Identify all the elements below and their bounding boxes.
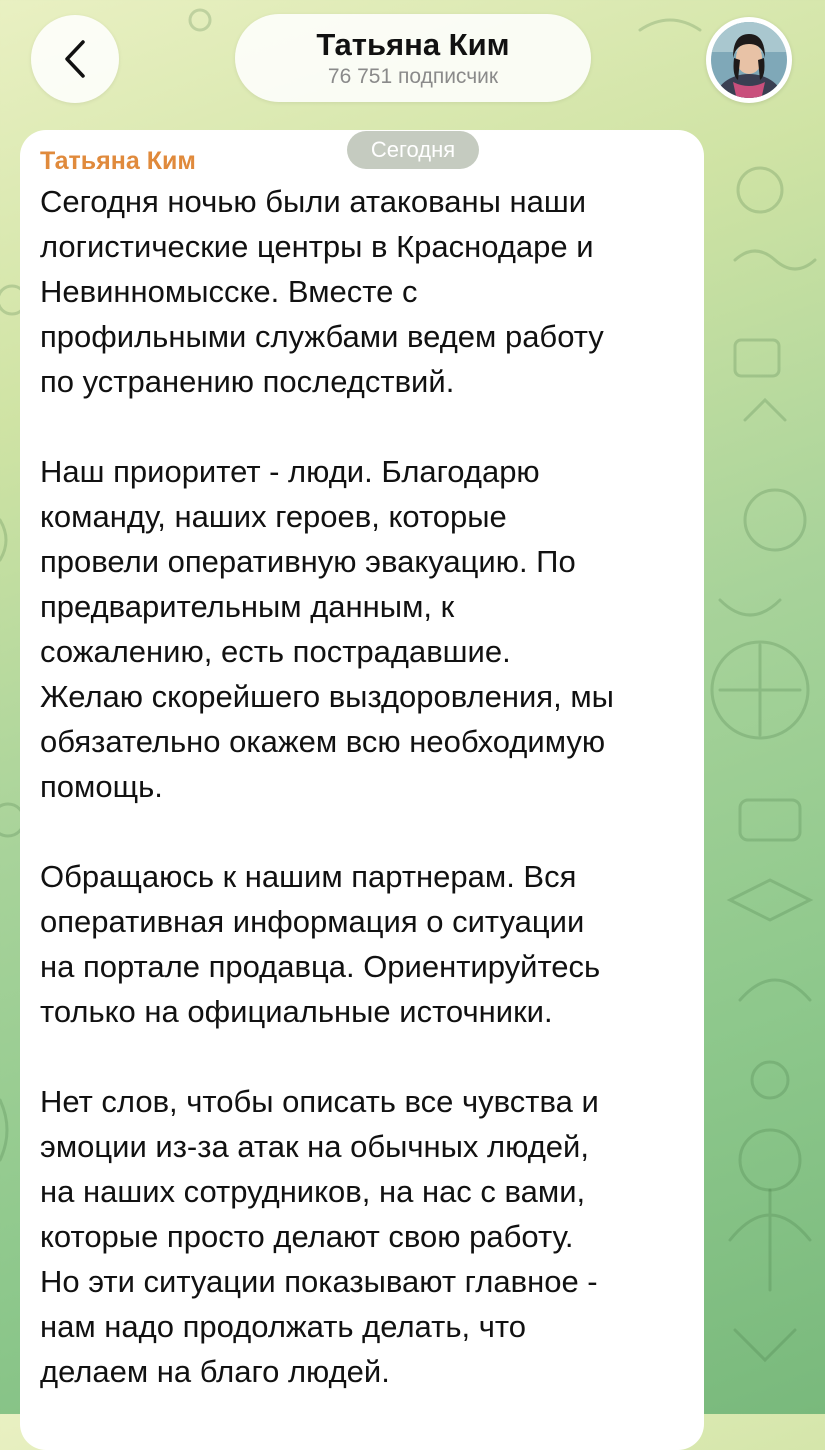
message-author: Татьяна Ким	[40, 147, 196, 175]
subscriber-count: 76 751 подписчик	[327, 65, 499, 88]
channel-name: Татьяна Ким	[316, 27, 510, 62]
channel-title-pill[interactable]	[235, 14, 591, 102]
channel-avatar[interactable]	[706, 17, 792, 103]
chevron-left-icon	[63, 38, 87, 80]
chat-header	[0, 0, 825, 120]
message-bubble[interactable]	[20, 130, 704, 1450]
message-text: Сегодня ночью были атакованы наши логистические центры в Краснодаре и Невинномысске. Вместе с профильными службами ведем работу по устранению последствий. Наш приоритет - люди. Благодарю команду, наших героев, которые провели оперативную эвакуацию. По предварительным данным, к сожалению, есть пострадавшие. Желаю скорейшего выздоровления, мы обязательно окажем всю необходимую помощь. Обращаюсь к нашим партнерам. Вся оперативная информация о ситуации на портале продавца. Ориентируйтесь только на официальные источники. Нет слов, чтобы описать все чувства и эмоции из-за атак на обычных людей, на наших сотрудников, на нас с вами, которые просто делают свою работу. Но эти ситуации показывают главное - нам надо продолжать делать, что делаем на благо людей.	[40, 184, 614, 1389]
date-separator: Сегодня	[347, 131, 479, 169]
back-button[interactable]	[31, 15, 119, 103]
avatar-photo-icon	[711, 22, 787, 98]
